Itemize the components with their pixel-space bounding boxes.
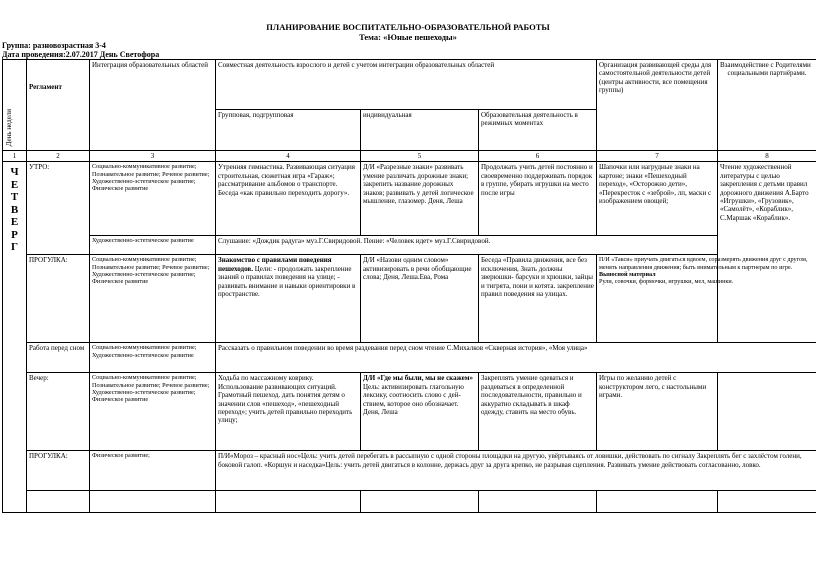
day-letter: В [10, 203, 19, 216]
evening-regulation: Вечер: [27, 373, 90, 451]
evening-integration: Социально-коммуникативное развитие; Познавательное развитие; Речевое развитие; Художественно-эстетическое развитие; Физическое развитие [90, 373, 216, 451]
walk-group-title: Знакомство с правилами поведения пешеходов. [218, 256, 332, 273]
empty-cell [216, 491, 361, 513]
dressing-row [3, 343, 816, 373]
empty-row [3, 491, 816, 513]
walk-regulation: ПРОГУЛКА: [27, 255, 90, 343]
day-header [3, 60, 27, 151]
day-letter: Т [10, 191, 19, 204]
walk-environment-text: П/И «Такси» приучать двигаться вдвоем, соразмерять движения друг с другом, менять направления движения; быть внимательным к партнерам по игре. [599, 256, 808, 271]
walk-group-activity [216, 255, 361, 343]
walk-routine-activity: Беседа «Правила движения, все без исключения, Знать должны зверюшки- барсуки и хрюшки, зайцы и тигрята, пони и котята. закрепление правил поведения на улицах. [479, 255, 597, 343]
walk2-regulation: ПРОГУЛКА: [27, 451, 90, 491]
dressing-regulation: Работа перед сном [27, 343, 90, 373]
day-letter: Р [11, 228, 18, 241]
day-letter: Е [10, 216, 19, 229]
walk-row [3, 255, 816, 343]
walk-group-text: Цели: - продолжать закрепление знаний о правилах поведения на улице; - развивать внимание и навыки ориентировки в пространстве. [218, 264, 356, 299]
column-number: 6 [479, 151, 597, 162]
column-numbers-row [3, 151, 816, 162]
empty-cell [718, 491, 816, 513]
header-row [3, 60, 816, 110]
empty-cell [597, 491, 718, 513]
morning-integration: Социально-коммуникативное развитие; Познавательное развитие; Речевое развитие; Художественно-эстетическое развитие; Физическое развитие [90, 162, 216, 236]
evening-routine-activity: Закреплять умение одеваться и раздеваться в определенной последовательности, правильно и аккуратно складывать в шкаф одежду, ставить на место обувь. [479, 373, 597, 451]
parents-header [718, 60, 816, 151]
empty-cell [479, 491, 597, 513]
day-letter: Ч [10, 166, 19, 179]
plan-table [2, 59, 816, 513]
dressing-integration: Социально-коммуникативное развитие; Художественно-эстетическое развитие [90, 343, 216, 373]
routine-header: Образовательная деятельность в режимных моментах [479, 110, 597, 151]
day-cell [3, 162, 27, 513]
parents-header-line1: Взаимодействие с Родителями [720, 61, 811, 69]
day-header-label: День недели [5, 109, 13, 147]
walk-environment-items: Рули, совочки, формочки, игрушки, мел, машинки. [599, 278, 734, 286]
morning-environment: Шапочки или нагрудные знаки на картоне; знаки «Пешеходный переход», «Осторожно дети», «Перекресток с «зеброй», лп, маски с изображением овощей; [597, 162, 718, 236]
morning-routine-activity: Продолжать учить детей постоянно и своевременно поддерживать порядок в группе, убирать игрушки на место после игры [479, 162, 597, 236]
parents-header-line2: социальными партнёрами. [727, 69, 807, 78]
walk-environment-title: Выносной материал [599, 270, 656, 278]
environment-header: Организация развивающей среды для самостоятельной деятельности детей (центры активности, все помещения группы) [597, 60, 718, 151]
column-number: 8 [718, 151, 816, 162]
page-title: ПЛАНИРОВАНИЕ ВОСПИТАТЕЛЬНО-ОБРАЗОВАТЕЛЬНОЙ РАБОТЫ [266, 22, 550, 32]
dressing-content: Рассказать о правильном поведении во время раздевания перед сном чтение С.Михалков «Скверная история», «Моя улица» [216, 343, 816, 373]
evening-environment: Игры по желанию детей с конструктором лего, с настольными играми. [597, 373, 718, 451]
regulation-header [27, 60, 90, 151]
walk-integration: Социально-коммуникативное развитие; Познавательное развитие; Речевое развитие; Художественно-эстетическое развитие; Физическое развитие [90, 255, 216, 343]
column-number: 4 [216, 151, 361, 162]
evening-group-activity: Ходьба по массажному коврику. Использование развивающих ситуаций. Грамотный пешеход. дать понятия детям о значении слов «пешеход», «пешеходный переход»; учить детей правильно переходить улицу; [216, 373, 361, 451]
day-letter: Е [10, 178, 19, 191]
aesthetic-row [3, 236, 816, 255]
morning-regulation: УТРО: [27, 162, 90, 255]
group-label: Группа: разновозрастная 3-4 [2, 41, 106, 50]
empty-cell [361, 491, 479, 513]
morning-group-activity: Утренняя гимнастика. Развивающая ситуация строительная, сюжетная игра «Гараж»; рассматривание альбомов о транспорте. Беседа «как правильно переходить дорогу». [216, 162, 361, 236]
walk2-content: П/И«Мороз – красный нос»Цель: учить детей перебегать в рассыпную с одной стороны площадки на другую, увёртываясь от ловишки, действовать по сигналу Закреплять бег с захлёстом голени, боковой галоп. «Коршун и наседка»Цель: учить детей двигаться в колонне, держась друг за друга крепко, не разрывая сцепления. Развивать умение действовать согласованно, ловко. [216, 451, 816, 491]
integration-header: Интеграция образовательных областей [90, 60, 216, 151]
evening-parents [718, 373, 816, 451]
walk-environment [597, 255, 816, 343]
morning-row [3, 162, 816, 236]
walk2-integration: Физическое развитие; [90, 451, 216, 491]
regulation-header-label: Регламент [29, 83, 62, 91]
individual-header: индивидуальная [361, 110, 479, 151]
day-letter: Г [11, 241, 18, 254]
date-label: Дата проведения:2.07.2017 День Светофора [2, 50, 160, 59]
evening-individual-title: Д/И «Где мы были, мы не скажем» [363, 374, 473, 383]
theme-title: Тема: «Юные пешеходы» [359, 32, 457, 42]
evening-individual-text: Цель: активизировать глагольную лексику, соотносить слово с дей-ствием, которое оно обозначает. Деня, Леша [363, 382, 464, 417]
morning-individual-activity: Д/И «Разрезные знаки» развивать умение различать дорожные знаки; закрепить название дорожных знаков; развивать у детей логическое мышление, глазомер. Деня, Леша [361, 162, 479, 236]
aesthetic-content: Слушание: «Дождик радуга» муз.Г.Свиридовой. Пение: «Человек идет» муз.Г.Свиридовой. [216, 236, 718, 255]
walk-individual-activity: Д/И «Назови одним словом» активизировать в речи обобщающие слова; Деня, Леша.Ева, Рома [361, 255, 479, 343]
empty-cell [27, 491, 90, 513]
column-number: 5 [361, 151, 479, 162]
evening-row [3, 373, 816, 451]
column-number: 2 [27, 151, 90, 162]
evening-individual-activity [361, 373, 479, 451]
group-header: Групповая, подгрупповая [216, 110, 361, 151]
joint-activity-header: Совместная деятельность взрослого и детей с учетом интеграции образовательных областей [216, 60, 597, 110]
parents-interaction: Чтение художественной литературы с целью закрепления с детьми правил дорожного движения А.Барто «Игрушки», «Грузовик», «Самолёт», «Кораблик», С.Маршак «Кораблик». [718, 162, 816, 343]
column-number: 7 [597, 151, 718, 162]
column-number: 3 [90, 151, 216, 162]
aesthetic-integration: Художественно-эстетическое развитие [90, 236, 216, 255]
column-number: 1 [3, 151, 27, 162]
empty-cell [90, 491, 216, 513]
walk2-row [3, 451, 816, 491]
